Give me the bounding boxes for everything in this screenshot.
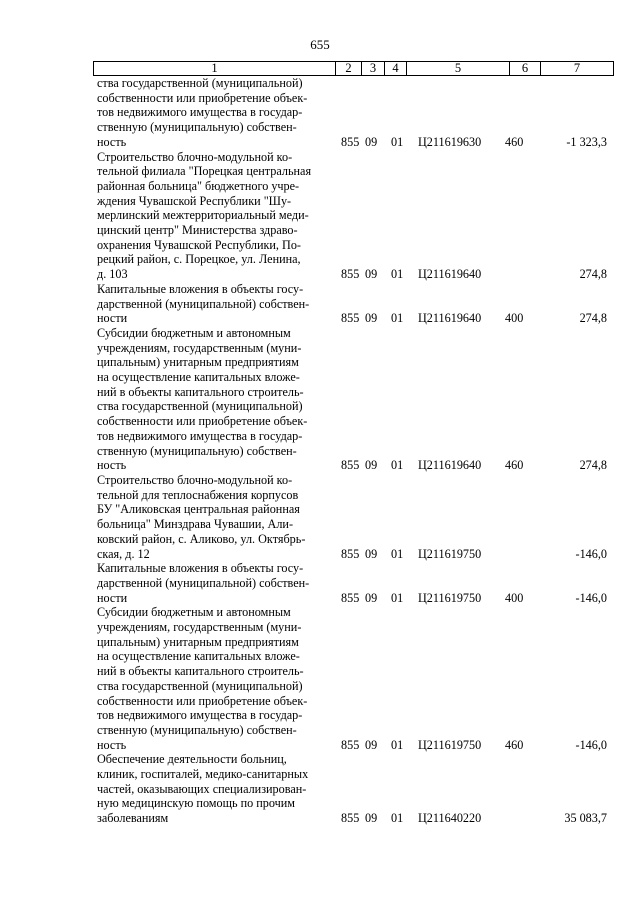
amount: -146,0 <box>575 737 607 752</box>
target-article-code: Ц211619750 <box>418 737 482 752</box>
description-line: дарственной (муниципальной) собствен- <box>97 296 310 311</box>
description-line: собственности или приобретение объек- <box>97 90 308 105</box>
header-col-7: 7 <box>573 61 581 75</box>
section-code: 09 <box>365 267 378 282</box>
target-article-code: Ц211619640 <box>418 458 482 473</box>
target-article-code: Ц211619750 <box>418 546 482 561</box>
header-col-5: 5 <box>407 62 510 75</box>
section-code: 09 <box>365 590 378 605</box>
table-header-row <box>93 61 614 76</box>
row-values <box>97 135 607 150</box>
row-values <box>97 458 607 473</box>
section-code: 09 <box>365 311 378 326</box>
ministry-code: 855 <box>341 811 360 826</box>
header-col-4: 4 <box>385 62 407 75</box>
description-line: собственности или приобретение объек- <box>97 414 308 429</box>
target-article-code: Ц211619640 <box>418 311 482 326</box>
row-values <box>97 811 607 826</box>
table-row <box>97 752 607 826</box>
target-article-code: Ц211619630 <box>418 134 482 149</box>
description-line: ципальным) унитарным предприятиям <box>97 355 299 370</box>
table-row <box>97 76 607 150</box>
amount: 274,8 <box>579 267 607 282</box>
ministry-code: 855 <box>341 737 360 752</box>
table-row <box>97 561 607 605</box>
description-line: учреждениям, государственным (муни- <box>97 620 302 635</box>
row-values <box>97 547 607 562</box>
description-line: ственную (муниципальную) собствен- <box>97 443 297 458</box>
description-line: ства государственной (муниципальной) <box>97 678 303 693</box>
description-line: дарственной (муниципальной) собствен- <box>97 575 310 590</box>
subsection-code: 01 <box>391 737 404 752</box>
description-line: ний в объекты капитального строитель- <box>97 384 304 399</box>
page-number: 655 <box>310 37 330 52</box>
description-line: тов недвижимого имущества в государ- <box>97 708 303 723</box>
subsection-code: 01 <box>391 134 404 149</box>
amount: -146,0 <box>575 546 607 561</box>
subsection-code: 01 <box>391 267 404 282</box>
amount: 274,8 <box>579 311 607 326</box>
description-line: ность <box>97 737 127 752</box>
description-line: ственную (муниципальную) собствен- <box>97 120 297 135</box>
subsection-code: 01 <box>391 546 404 561</box>
amount: -146,0 <box>575 590 607 605</box>
description-line: ний в объекты капитального строитель- <box>97 664 304 679</box>
description-line: ская, д. 12 <box>97 546 150 561</box>
description-line: Строительство блочно-модульной ко- <box>97 472 293 487</box>
expense-type-code: 400 <box>505 311 524 326</box>
description-line: ности <box>97 590 128 605</box>
subsection-code: 01 <box>391 590 404 605</box>
description-line: Субсидии бюджетным и автономным <box>97 325 291 340</box>
ministry-code: 855 <box>341 546 360 561</box>
table-row <box>97 282 607 326</box>
section-code: 09 <box>365 737 378 752</box>
row-description <box>97 326 325 473</box>
amount: -1 323,3 <box>566 134 607 149</box>
description-line: частей, оказывающих специализирован- <box>97 781 307 796</box>
header-col-6: 6 <box>510 62 541 75</box>
section-code: 09 <box>365 811 378 826</box>
header-col-1: 1 <box>94 62 336 75</box>
description-line: ную медицинскую помощь по прочим <box>97 796 296 811</box>
description-line: БУ "Аликовская центральная районная <box>97 502 300 517</box>
description-line: тельной для теплоснабжения корпусов <box>97 487 299 502</box>
description-line: Строительство блочно-модульной ко- <box>97 149 293 164</box>
expense-type-code: 460 <box>505 737 524 752</box>
description-line: районная больница" бюджетного учре- <box>97 178 300 193</box>
amount: 35 083,7 <box>564 811 607 826</box>
row-values <box>97 738 607 753</box>
ministry-code: 855 <box>341 458 360 473</box>
description-line: Обеспечение деятельности больниц, <box>97 752 287 767</box>
row-values <box>97 311 607 326</box>
description-line: тов недвижимого имущества в государ- <box>97 105 303 120</box>
description-line: ность <box>97 458 127 473</box>
description-line: рецкий район, с. Порецкое, ул. Ленина, <box>97 252 301 267</box>
table-body <box>97 76 607 826</box>
header-col-3: 3 <box>362 62 385 75</box>
description-line: заболеваниям <box>97 811 169 826</box>
expense-type-code: 400 <box>505 590 524 605</box>
description-line: ства государственной (муниципальной) <box>97 399 303 414</box>
description-line: д. 103 <box>97 267 128 282</box>
description-line: цинский центр" Министерства здраво- <box>97 223 298 238</box>
section-code: 09 <box>365 546 378 561</box>
description-line: ственную (муниципальную) собствен- <box>97 722 297 737</box>
description-line: учреждениям, государственным (муни- <box>97 340 302 355</box>
description-line: Капитальные вложения в объекты госу- <box>97 561 304 576</box>
description-line: на осуществление капитальных вложе- <box>97 370 300 385</box>
subsection-code: 01 <box>391 311 404 326</box>
target-article-code: Ц211619750 <box>418 590 482 605</box>
amount: 274,8 <box>579 458 607 473</box>
description-line: больница" Минздрава Чувашии, Али- <box>97 517 294 532</box>
ministry-code: 855 <box>341 134 360 149</box>
row-description <box>97 605 325 752</box>
description-line: тельной филиала "Порецкая центральная <box>97 164 312 179</box>
target-article-code: Ц211619640 <box>418 267 482 282</box>
description-line: собственности или приобретение объек- <box>97 693 308 708</box>
table-row <box>97 473 607 561</box>
row-description <box>97 150 325 282</box>
description-line: тов недвижимого имущества в государ- <box>97 428 303 443</box>
row-values <box>97 591 607 606</box>
description-line: охранения Чувашской Республики, По- <box>97 237 301 252</box>
description-line: на осуществление капитальных вложе- <box>97 649 300 664</box>
section-code: 09 <box>365 134 378 149</box>
ministry-code: 855 <box>341 590 360 605</box>
row-values <box>97 267 607 282</box>
table-row <box>97 150 607 282</box>
ministry-code: 855 <box>341 267 360 282</box>
description-line: ность <box>97 134 127 149</box>
subsection-code: 01 <box>391 458 404 473</box>
description-line: клиник, госпиталей, медико-санитарных <box>97 767 309 782</box>
table-row <box>97 326 607 473</box>
description-line: Капитальные вложения в объекты госу- <box>97 281 304 296</box>
description-line: ждения Чувашской Республики "Шу- <box>97 193 292 208</box>
description-line: ности <box>97 311 128 326</box>
header-col-2: 2 <box>336 62 362 75</box>
expense-type-code: 460 <box>505 458 524 473</box>
description-line: мерлинский межтерриториальный меди- <box>97 208 309 223</box>
description-line: ципальным) унитарным предприятиям <box>97 634 299 649</box>
target-article-code: Ц211640220 <box>418 811 482 826</box>
description-line: Субсидии бюджетным и автономным <box>97 605 291 620</box>
expense-type-code: 460 <box>505 134 524 149</box>
section-code: 09 <box>365 458 378 473</box>
table-row <box>97 605 607 752</box>
ministry-code: 855 <box>341 311 360 326</box>
description-line: ковский район, с. Аликово, ул. Октябрь- <box>97 531 306 546</box>
description-line: ства государственной (муниципальной) <box>97 76 303 90</box>
subsection-code: 01 <box>391 811 404 826</box>
